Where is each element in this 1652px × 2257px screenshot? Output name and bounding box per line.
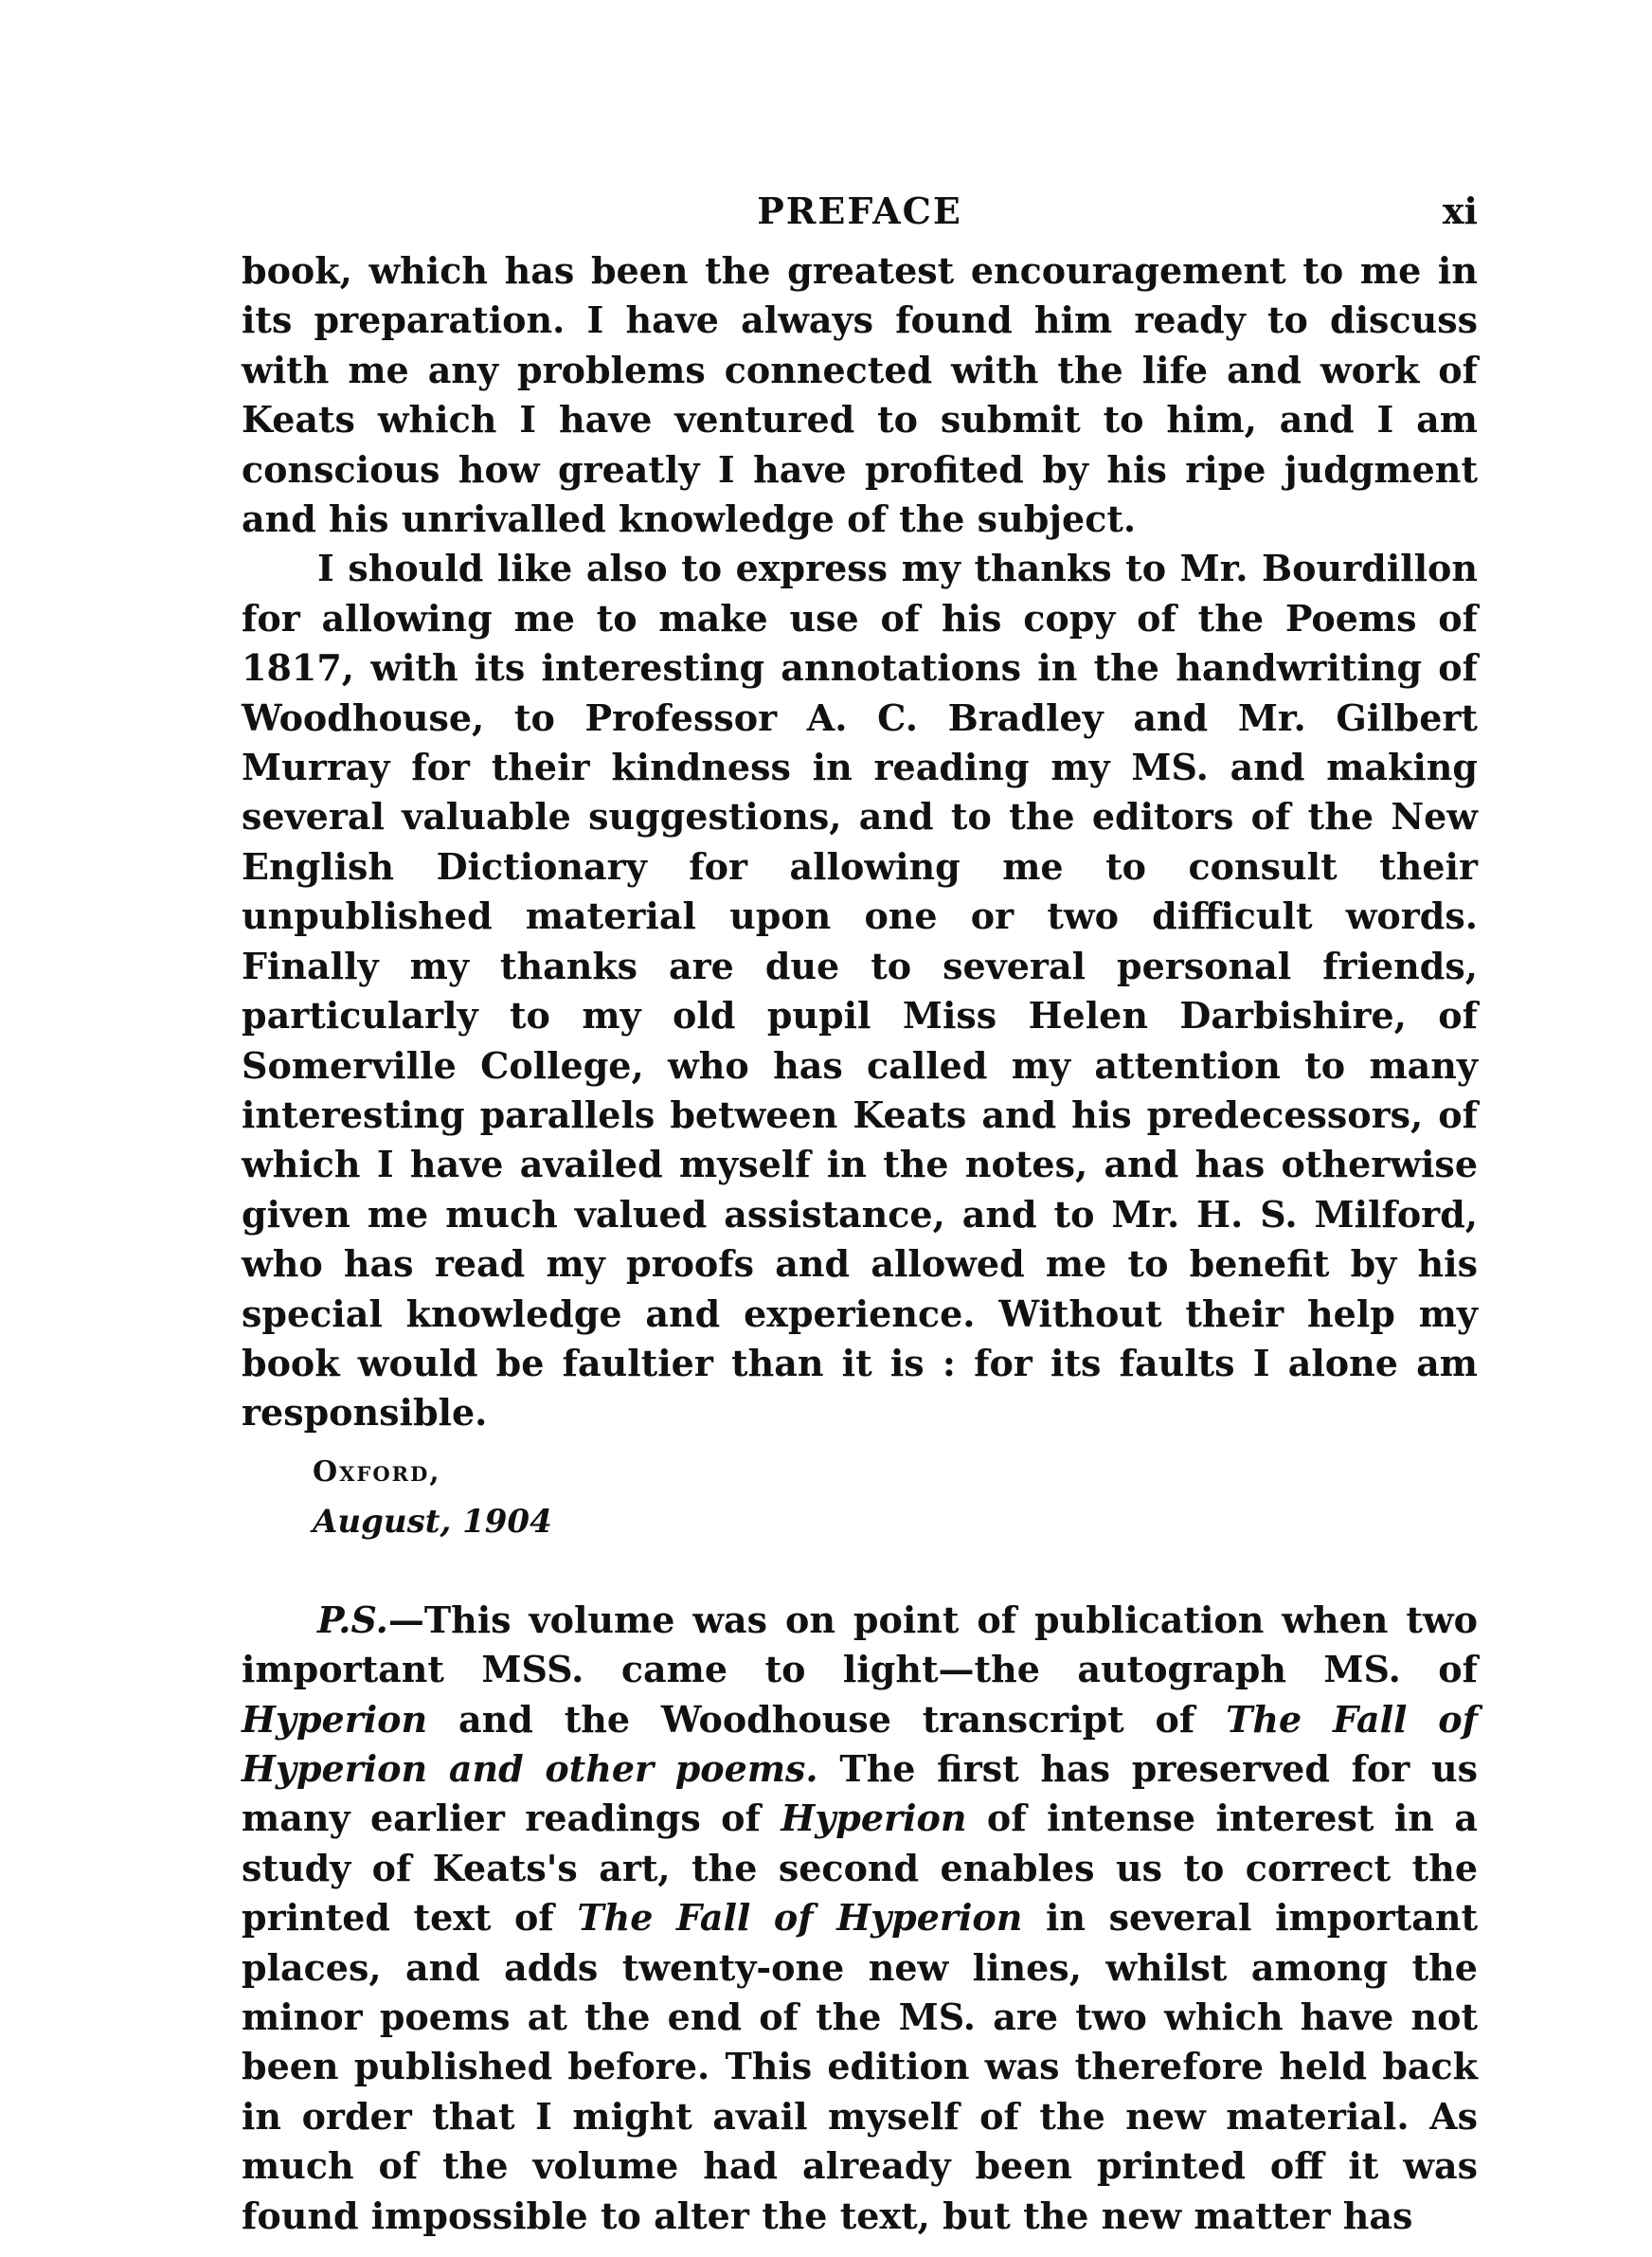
running-title: PREFACE [757, 190, 962, 232]
postscript-text-3: The first has preserved for us many earlier readings of [242, 1746, 1478, 1840]
postscript-title-fall-of-hyperion: The Fall of Hyperion [577, 1896, 1023, 1940]
signoff [313, 1448, 1478, 1546]
postscript-label: P.S. [317, 1598, 388, 1641]
paragraph-1: book, which has been the greatest encouragement to me in its preparation. I have always found him ready to discuss with me any problems connected with the life and work of Keats which I have ventured to submit to him, and I am conscious how greatly I have profited by his ripe judgment and his unrivalled knowledge of the subject. [242, 249, 1478, 541]
postscript-title-fall-of-hyperion-other-poems: The Fall of Hyperion and other poems. [242, 1697, 1478, 1790]
postscript-text-4: of intense interest in a study of Keats's art, the second enables us to correct the printed text of [242, 1797, 1479, 1940]
postscript-title-hyperion-2: Hyperion [781, 1797, 967, 1840]
postscript-title-hyperion: Hyperion [242, 1697, 428, 1741]
postscript-text-2: and the Woodhouse transcript of [427, 1697, 1227, 1741]
postscript-text-1: —This volume was on point of publication when two important MSS. came to light—the autograph MS. of [242, 1598, 1478, 1691]
postscript-paragraph [242, 1596, 1478, 2241]
page-header [242, 190, 1478, 246]
book-page [242, 190, 1478, 2241]
paragraph-2: I should like also to express my thanks to Mr. Bourdillon for allowing me to make use of his copy of the Poems of 1817, with its interesting annotations in the handwriting of Woodhouse, to Professor A. C. Bradley and Mr. Gilbert Murray for their kindness in reading my MS. and making several valuable suggestions, and to the editors of the New English Dictionary for allowing me to consult their unpublished material upon one or two difficult words. Finally my thanks are due to several personal friends, particularly to my old pupil Miss Helen Darbishire, of Somerville College, who has called my attention to many interesting parallels between Keats and his predecessors, of which I have availed myself in the notes, and has otherwise given me much valued assistance, and to Mr. H. S. Milford, who has read my proofs and allowed me to benefit by his special knowledge and experience. Without their help my book would be faultier than it is : for its faults I alone am responsible. [242, 547, 1478, 1435]
signoff-date: August, 1904 [313, 1502, 552, 1541]
page-number: xi [1442, 190, 1478, 232]
postscript-text-5: in several important places, and adds twenty-one new lines, whilst among the minor poems at the end of the MS. are two which have not been published before. This edition was therefore held back in order that I might avail myself of the new material. As much of the volume had already been printed off it was found impossible to alter the text, but the new matter has [242, 1896, 1478, 2237]
signoff-place: Oxford, [313, 1454, 441, 1489]
